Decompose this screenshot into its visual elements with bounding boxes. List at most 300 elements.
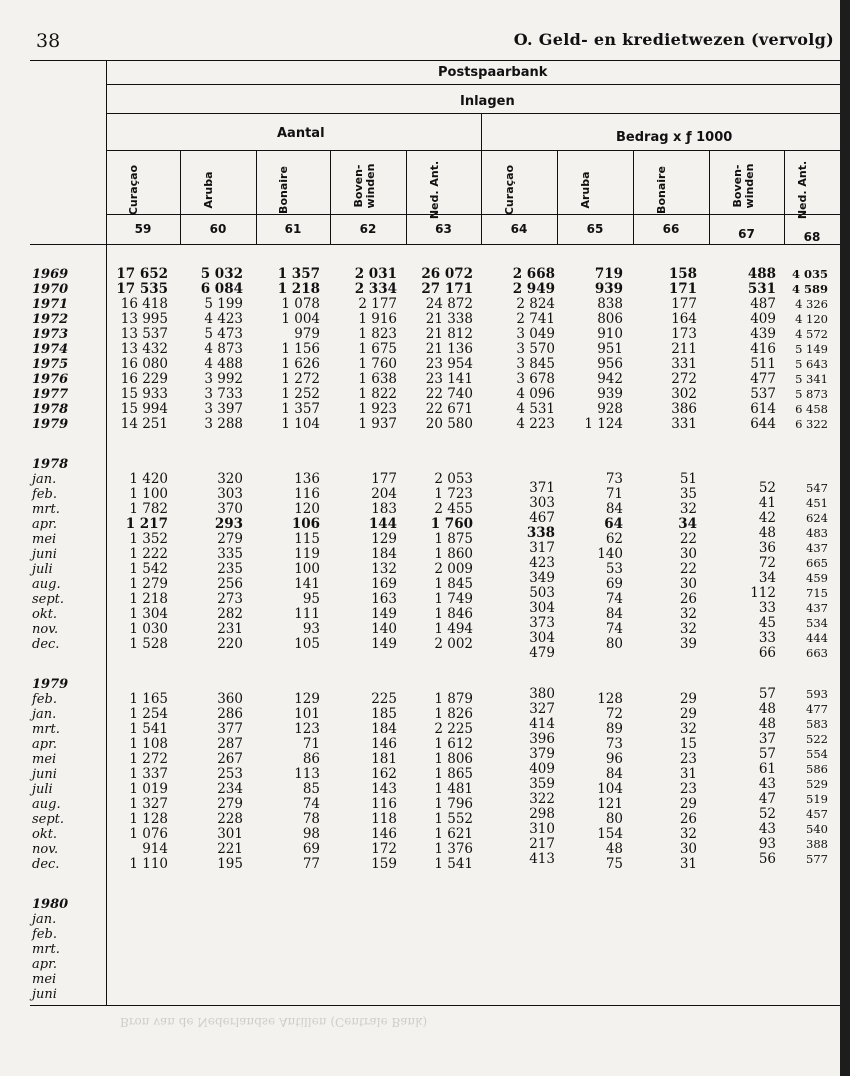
- row-month-label: mrt.: [32, 722, 60, 737]
- table-cell: 31: [679, 766, 697, 782]
- table-cell: 69: [302, 841, 320, 857]
- row-month-label: juli: [32, 782, 53, 797]
- table-cell: 272: [671, 371, 697, 387]
- table-cell: 13 995: [120, 311, 168, 327]
- table-cell: 26: [679, 811, 697, 827]
- table-cell: 29: [679, 796, 697, 812]
- table-cell: 1 760: [430, 516, 473, 532]
- table-cell: 1 923: [358, 401, 397, 417]
- table-cell: 74: [605, 591, 623, 607]
- table-cell: 24 872: [425, 296, 473, 312]
- table-cell: 322: [529, 791, 555, 807]
- table-cell: 84: [605, 606, 623, 622]
- table-cell: 534: [806, 616, 828, 630]
- table-cell: 457: [806, 807, 828, 821]
- table-cell: 1 879: [434, 691, 473, 707]
- row-year-label: 1980: [32, 897, 69, 912]
- column-header: Ned. Ant.: [796, 160, 809, 220]
- table-cell: 74: [302, 796, 320, 812]
- table-cell: 593: [806, 687, 828, 701]
- table-cell: 5 199: [204, 296, 243, 312]
- table-cell: 66: [758, 645, 776, 661]
- table-cell: 554: [806, 747, 828, 761]
- table-cell: 225: [371, 691, 397, 707]
- table-cell: 20 580: [425, 416, 473, 432]
- table-cell: 4 572: [795, 327, 828, 341]
- table-cell: 370: [217, 501, 243, 517]
- table-cell: 26: [679, 591, 697, 607]
- table-cell: 1 822: [358, 386, 397, 402]
- table-cell: 388: [806, 837, 828, 851]
- row-month-label: mei: [32, 972, 57, 987]
- table-cell: 73: [605, 471, 623, 487]
- table-cell: 39: [679, 636, 697, 652]
- table-cell: 416: [750, 341, 776, 357]
- table-cell: 43: [758, 821, 776, 837]
- table-cell: 2 824: [516, 296, 555, 312]
- column-number: 62: [359, 222, 377, 236]
- row-year-label: 1971: [32, 297, 69, 312]
- table-cell: 112: [750, 585, 776, 601]
- table-cell: 84: [605, 501, 623, 517]
- row-month-label: apr.: [32, 737, 57, 752]
- table-cell: 1 337: [129, 766, 168, 782]
- col-divider: [709, 150, 710, 244]
- table-cell: 22: [679, 561, 697, 577]
- table-cell: 1 304: [129, 606, 168, 622]
- table-cell: 279: [217, 531, 243, 547]
- table-cell: 84: [605, 766, 623, 782]
- table-cell: 23: [679, 781, 697, 797]
- table-cell: 1 865: [434, 766, 473, 782]
- table-cell: 36: [758, 540, 776, 556]
- table-cell: 956: [597, 356, 623, 372]
- table-cell: 69: [605, 576, 623, 592]
- table-cell: 21 338: [425, 311, 473, 327]
- table-cell: 78: [302, 811, 320, 827]
- table-cell: 1 626: [281, 356, 320, 372]
- table-cell: 409: [529, 761, 555, 777]
- row-month-label: sept.: [32, 812, 65, 827]
- column-number: 63: [435, 222, 452, 236]
- table-cell: 100: [294, 561, 320, 577]
- row-year-label: 1978: [32, 402, 69, 417]
- table-cell: 118: [371, 811, 397, 827]
- table-cell: 1 004: [281, 311, 320, 327]
- column-header: Bonaire: [277, 166, 290, 214]
- table-cell: 1 675: [358, 341, 397, 357]
- table-cell: 22 740: [425, 386, 473, 402]
- table-cell: 29: [679, 706, 697, 722]
- table-cell: 43: [758, 776, 776, 792]
- table-cell: 32: [679, 501, 697, 517]
- table-cell: 1 217: [125, 516, 168, 532]
- row-month-label: nov.: [32, 622, 59, 637]
- table-cell: 1 352: [129, 531, 168, 547]
- table-cell: 220: [217, 636, 243, 652]
- table-cell: 1 357: [281, 401, 320, 417]
- table-cell: 164: [671, 311, 697, 327]
- table-cell: 360: [217, 691, 243, 707]
- table-cell: 1 782: [129, 501, 168, 517]
- row-year-label: 1973: [32, 327, 69, 342]
- row-year-label: 1978: [32, 457, 69, 472]
- table-cell: 715: [806, 586, 828, 600]
- table-cell: 32: [679, 826, 697, 842]
- table-cell: 719: [594, 266, 623, 282]
- table-cell: 51: [679, 471, 697, 487]
- table-cell: 303: [217, 486, 243, 502]
- col-divider: [481, 114, 482, 244]
- table-cell: 286: [217, 706, 243, 722]
- table-cell: 2 225: [434, 721, 473, 737]
- table-cell: 373: [529, 615, 555, 631]
- table-cell: 1 542: [129, 561, 168, 577]
- column-header: Curaçao: [503, 164, 516, 216]
- table-cell: 4 035: [791, 267, 828, 281]
- table-cell: 4 326: [795, 297, 828, 311]
- table-cell: 413: [529, 851, 555, 867]
- table-cell: 56: [758, 851, 776, 867]
- table-cell: 304: [529, 630, 555, 646]
- table-cell: 1 481: [434, 781, 473, 797]
- table-cell: 217: [529, 836, 555, 852]
- table-cell: 1 252: [281, 386, 320, 402]
- column-number: 65: [586, 222, 604, 236]
- table-cell: 4 488: [204, 356, 243, 372]
- table-cell: 1 376: [434, 841, 473, 857]
- table-cell: 1 916: [358, 311, 397, 327]
- table-cell: 235: [217, 561, 243, 577]
- table-cell: 1 612: [434, 736, 473, 752]
- table-cell: 386: [671, 401, 697, 417]
- table-cell: 93: [302, 621, 320, 637]
- table-cell: 2 177: [358, 296, 397, 312]
- table-cell: 1 552: [434, 811, 473, 827]
- table-cell: 1 108: [129, 736, 168, 752]
- row-year-label: 1970: [32, 282, 69, 297]
- table-cell: 35: [679, 486, 697, 502]
- table-cell: 253: [217, 766, 243, 782]
- table-cell: 30: [679, 576, 697, 592]
- table-cell: 13 432: [120, 341, 168, 357]
- col-divider: [633, 150, 634, 244]
- table-cell: 234: [217, 781, 243, 797]
- table-cell: 98: [302, 826, 320, 842]
- table-cell: 123: [294, 721, 320, 737]
- table-cell: 338: [526, 525, 555, 541]
- table-cell: 298: [529, 806, 555, 822]
- table-cell: 52: [758, 480, 776, 496]
- table-cell: 838: [597, 296, 623, 312]
- table-cell: 2 009: [434, 561, 473, 577]
- table-cell: 2 741: [516, 311, 555, 327]
- table-cell: 27 171: [421, 281, 473, 297]
- table-cell: 128: [597, 691, 623, 707]
- table-cell: 1 156: [281, 341, 320, 357]
- row-month-label: aug.: [32, 797, 61, 812]
- table-cell: 577: [806, 852, 828, 866]
- table-cell: 310: [529, 821, 555, 837]
- table-cell: 141: [294, 576, 320, 592]
- table-cell: 451: [806, 496, 828, 510]
- table-cell: 15 994: [120, 401, 168, 417]
- table-cell: 181: [371, 751, 397, 767]
- table-cell: 22 671: [425, 401, 473, 417]
- header-rule-postspaarbank: [106, 84, 840, 85]
- row-month-label: dec.: [32, 637, 60, 652]
- table-cell: 57: [758, 746, 776, 762]
- table-cell: 479: [529, 645, 555, 661]
- table-cell: 644: [750, 416, 776, 432]
- table-cell: 21 136: [425, 341, 473, 357]
- table-cell: 279: [217, 796, 243, 812]
- table-cell: 162: [371, 766, 397, 782]
- table-cell: 144: [368, 516, 397, 532]
- table-cell: 423: [529, 555, 555, 571]
- column-number: 61: [284, 222, 302, 236]
- col-divider: [406, 150, 407, 244]
- table-cell: 1 019: [129, 781, 168, 797]
- table-cell: 85: [302, 781, 320, 797]
- table-cell: 4 120: [795, 312, 828, 326]
- table-cell: 335: [217, 546, 243, 562]
- table-cell: 1 030: [129, 621, 168, 637]
- subheader-aantal: Aantal: [277, 126, 325, 141]
- table-cell: 1 638: [358, 371, 397, 387]
- col-divider: [256, 150, 257, 244]
- table-cell: 159: [371, 856, 397, 872]
- column-number: 60: [209, 222, 227, 236]
- table-cell: 409: [750, 311, 776, 327]
- table-cell: 29: [679, 691, 697, 707]
- table-cell: 231: [217, 621, 243, 637]
- table-cell: 129: [371, 531, 397, 547]
- table-cell: 1 937: [358, 416, 397, 432]
- column-header: Boven- winden: [730, 163, 756, 209]
- table-cell: 116: [371, 796, 397, 812]
- table-cell: 48: [758, 716, 776, 732]
- table-cell: 31: [679, 856, 697, 872]
- table-cell: 1 124: [584, 416, 623, 432]
- table-cell: 414: [529, 716, 555, 732]
- table-cell: 23: [679, 751, 697, 767]
- table-cell: 14 251: [120, 416, 168, 432]
- table-cell: 17 535: [116, 281, 168, 297]
- row-month-label: juni: [32, 987, 57, 1002]
- table-cell: 2 031: [354, 266, 397, 282]
- group-header-inlagen: Inlagen: [460, 94, 515, 109]
- table-cell: 3 992: [204, 371, 243, 387]
- row-month-label: jan.: [32, 912, 57, 927]
- table-cell: 1 272: [281, 371, 320, 387]
- table-cell: 1 254: [129, 706, 168, 722]
- column-header: Boven- winden: [352, 163, 377, 209]
- column-header: Ned. Ant.: [427, 160, 441, 220]
- table-cell: 1 826: [434, 706, 473, 722]
- table-cell: 6 322: [795, 417, 828, 431]
- row-month-label: dec.: [32, 857, 60, 872]
- table-bottom-rule: [30, 1005, 840, 1006]
- table-cell: 665: [806, 556, 828, 570]
- table-cell: 6 084: [200, 281, 243, 297]
- table-cell: 16 418: [120, 296, 168, 312]
- table-cell: 4 096: [516, 386, 555, 402]
- table-cell: 614: [750, 401, 776, 417]
- column-header: Bonaire: [655, 166, 668, 214]
- table-cell: 48: [758, 701, 776, 717]
- table-cell: 129: [294, 691, 320, 707]
- table-cell: 914: [142, 841, 168, 857]
- row-month-label: aug.: [32, 577, 61, 592]
- table-cell: 806: [597, 311, 623, 327]
- table-cell: 120: [294, 501, 320, 517]
- page-heading: O. Geld- en kredietwezen (vervolg): [513, 30, 834, 49]
- table-cell: 1 541: [434, 856, 473, 872]
- row-month-label: mei: [32, 532, 57, 547]
- table-cell: 171: [668, 281, 697, 297]
- stub-divider: [106, 60, 107, 1005]
- table-cell: 1 846: [434, 606, 473, 622]
- table-cell: 540: [806, 822, 828, 836]
- table-cell: 158: [668, 266, 697, 282]
- row-year-label: 1975: [32, 357, 69, 372]
- table-cell: 111: [294, 606, 320, 622]
- table-cell: 106: [291, 516, 320, 532]
- table-cell: 293: [214, 516, 243, 532]
- row-month-label: mei: [32, 752, 57, 767]
- table-cell: 1 222: [129, 546, 168, 562]
- table-cell: 379: [529, 746, 555, 762]
- column-number: 66: [662, 222, 680, 236]
- row-month-label: apr.: [32, 957, 57, 972]
- table-cell: 140: [597, 546, 623, 562]
- table-cell: 42: [758, 510, 776, 526]
- table-cell: 1 796: [434, 796, 473, 812]
- table-cell: 204: [371, 486, 397, 502]
- table-cell: 21 812: [425, 326, 473, 342]
- table-cell: 4 531: [516, 401, 555, 417]
- table-cell: 62: [605, 531, 623, 547]
- row-month-label: feb.: [32, 927, 57, 942]
- group-header-postspaarbank: Postspaarbank: [438, 65, 548, 80]
- table-cell: 53: [605, 561, 623, 577]
- row-month-label: okt.: [32, 827, 58, 842]
- table-cell: 349: [529, 570, 555, 586]
- table-cell: 77: [302, 856, 320, 872]
- table-cell: 5 643: [795, 357, 828, 371]
- row-month-label: feb.: [32, 487, 57, 502]
- table-cell: 951: [597, 341, 623, 357]
- row-month-label: jan.: [32, 707, 57, 722]
- table-cell: 228: [217, 811, 243, 827]
- table-cell: 331: [671, 416, 697, 432]
- table-cell: 3 288: [204, 416, 243, 432]
- table-cell: 184: [371, 721, 397, 737]
- table-cell: 939: [597, 386, 623, 402]
- table-cell: 273: [217, 591, 243, 607]
- table-cell: 33: [758, 600, 776, 616]
- table-cell: 303: [529, 495, 555, 511]
- table-cell: 1 100: [129, 486, 168, 502]
- table-cell: 380: [529, 686, 555, 702]
- column-number: 68: [803, 230, 821, 244]
- table-cell: 32: [679, 621, 697, 637]
- table-cell: 23 141: [425, 371, 473, 387]
- table-cell: 136: [294, 471, 320, 487]
- table-cell: 439: [750, 326, 776, 342]
- header-rule-aantal: [106, 150, 840, 151]
- table-cell: 113: [294, 766, 320, 782]
- table-cell: 22: [679, 531, 697, 547]
- table-cell: 104: [597, 781, 623, 797]
- column-header: Aruba: [202, 171, 215, 209]
- table-cell: 942: [597, 371, 623, 387]
- table-cell: 304: [529, 600, 555, 616]
- table-cell: 5 032: [200, 266, 243, 282]
- col-divider: [330, 150, 331, 244]
- table-cell: 1 806: [434, 751, 473, 767]
- row-month-label: nov.: [32, 842, 59, 857]
- table-cell: 327: [529, 701, 555, 717]
- table-cell: 30: [679, 841, 697, 857]
- table-cell: 586: [806, 762, 828, 776]
- table-cell: 624: [806, 511, 828, 525]
- table-cell: 939: [594, 281, 623, 297]
- table-cell: 101: [294, 706, 320, 722]
- table-cell: 221: [217, 841, 243, 857]
- col-divider: [180, 150, 181, 244]
- table-cell: 437: [806, 541, 828, 555]
- table-cell: 143: [371, 781, 397, 797]
- table-cell: 663: [806, 646, 828, 660]
- table-cell: 459: [806, 571, 828, 585]
- table-cell: 4 589: [791, 282, 828, 296]
- table-cell: 34: [758, 570, 776, 586]
- table-cell: 1 110: [129, 856, 168, 872]
- table-cell: 6 458: [795, 402, 828, 416]
- table-cell: 16 080: [120, 356, 168, 372]
- table-cell: 467: [529, 510, 555, 526]
- table-top-rule: [30, 60, 840, 61]
- table-cell: 5 341: [795, 372, 828, 386]
- page-number: 38: [36, 30, 61, 52]
- table-cell: 30: [679, 546, 697, 562]
- table-cell: 928: [597, 401, 623, 417]
- table-cell: 531: [747, 281, 776, 297]
- table-cell: 2 668: [512, 266, 555, 282]
- table-cell: 2 002: [434, 636, 473, 652]
- table-cell: 71: [302, 736, 320, 752]
- table-cell: 3 397: [204, 401, 243, 417]
- header-rule-colnums: [30, 244, 840, 245]
- table-cell: 1 218: [277, 281, 320, 297]
- table-cell: 4 873: [204, 341, 243, 357]
- table-cell: 5 873: [795, 387, 828, 401]
- table-cell: 17 652: [116, 266, 168, 282]
- table-cell: 1 749: [434, 591, 473, 607]
- table-cell: 302: [671, 386, 697, 402]
- table-cell: 61: [758, 761, 776, 777]
- table-cell: 1 078: [281, 296, 320, 312]
- row-month-label: jan.: [32, 472, 57, 487]
- table-cell: 72: [758, 555, 776, 571]
- table-cell: 4 423: [204, 311, 243, 327]
- table-cell: 146: [371, 826, 397, 842]
- table-cell: 173: [671, 326, 697, 342]
- table-cell: 1 272: [129, 751, 168, 767]
- table-cell: 183: [371, 501, 397, 517]
